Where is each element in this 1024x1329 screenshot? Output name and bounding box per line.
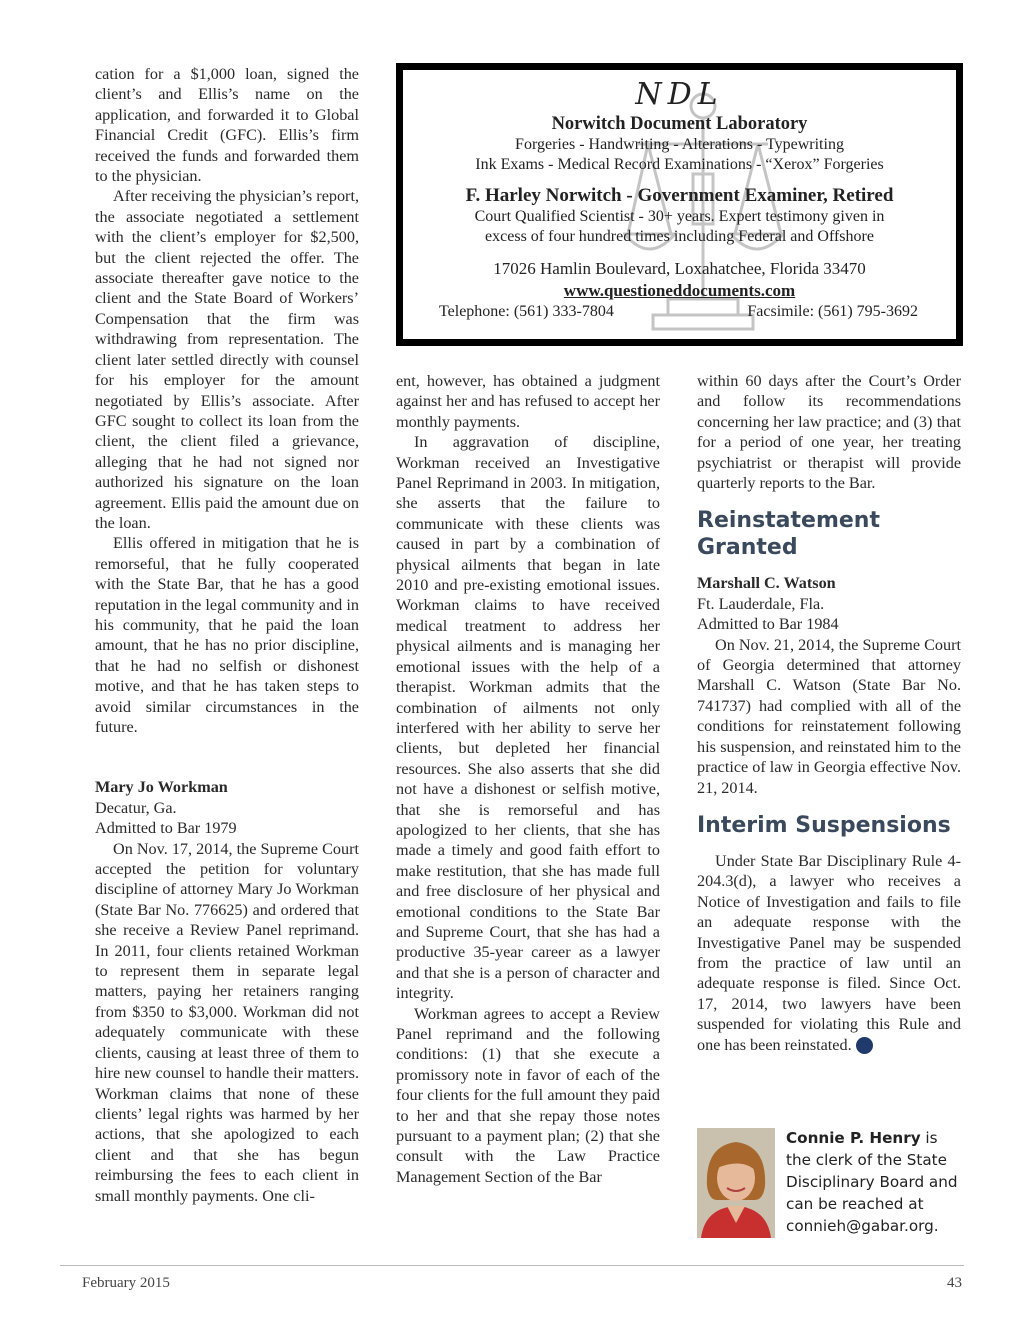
attorney-city: Ft. Lauderdale, Fla. <box>697 594 825 613</box>
ad-credentials: excess of four hundred times including Federal and Offshore <box>485 228 874 245</box>
attorney-admitted: Admitted to Bar 1979 <box>95 819 237 838</box>
paragraph: Workman agrees to accept a Review Panel reprimand and the following conditions: (1) that she execute a promissory note in favor of each of the four clients for the full amount they paid to her and that she repay those notes pursuant to a payment plan; (2) that she consult with the Law Practice Management Section of the Bar <box>396 1004 660 1186</box>
paragraph: cation for a $1,000 loan, signed the client’s and Ellis’s name on the application, and forwarded it to Global Financial Credit (GFC). Ellis’s firm received the funds and forwarded them to the physician. <box>95 65 359 186</box>
paragraph: ent, however, has obtained a judgment against her and has refused to accept her monthly payments. <box>396 372 660 431</box>
attorney-name: Marshall C. Watson <box>697 574 836 593</box>
attorney-city: Decatur, Ga. <box>95 798 177 817</box>
ad-examiner: F. Harley Norwitch - Government Examiner, Retired <box>465 185 894 206</box>
ad-credentials: Court Qualified Scientist - 30+ years. Expert testimony given in <box>474 208 885 225</box>
paragraph: On Nov. 21, 2014, the Supreme Court of Georgia determined that attorney Marshall C. Watson (State Bar No. 741737) had complied with all of the conditions for reinstatement following his suspension, and reinstated him to the practice of law in Georgia effective Nov. 21, 2014. <box>697 635 961 797</box>
column-1 <box>95 64 359 1206</box>
bio-text: . <box>933 1217 939 1235</box>
ndl-logo: NDL <box>635 77 724 112</box>
author-name: Connie P. Henry <box>786 1129 921 1147</box>
bio-text: is the clerk of the State Disciplinary Board and can be reached at <box>786 1129 958 1213</box>
attorney-name: Mary Jo Workman <box>95 778 228 797</box>
paragraph: within 60 days after the Court’s Order and follow its recommendations concerning her law practice; and (3) that for a period of one year, her treating psychiatrist or therapist will provide quarterly reports to the Bar. <box>697 372 961 493</box>
gbj-end-mark-icon: GBJ <box>856 1037 873 1054</box>
ad-telephone: Telephone: (561) 333-7804 <box>439 303 614 320</box>
portrait-icon <box>697 1128 775 1238</box>
ndl-advertisement <box>396 63 963 346</box>
section-heading: Interim Suspensions <box>697 812 951 838</box>
ad-website-link[interactable]: www.questioneddocuments.com <box>563 281 796 300</box>
paragraph: Ellis offered in mitigation that he is remorseful, that he fully cooperated with the State Bar, that he has a good reputation in the legal community and in his community, that he paid the loan amount, that he has no prior discipline, that he had no selfish or dishonest motive, and that he has taken steps to avoid similar circumstances in the future. <box>95 534 359 736</box>
ad-services: Ink Exams - Medical Record Examinations - “Xerox” Forgeries <box>475 156 884 173</box>
paragraph: After receiving the physician’s report, the associate negotiated a settlement with the client’s employer for $2,500, but the client rejected the offer. The associate thereafter gave notice to the client and the State Board of Workers’ Compensation that the firm was withdrawing from representation. The client later settled directly with counsel for his employer for the amount negotiated by Ellis’s associate. After GFC sought to collect its loan from the client, the client filed a grievance, alleging that he had not signed nor authorized his signature on the loan agreement. Ellis paid the amount due on the loan. <box>95 187 359 532</box>
ad-address: 17026 Hamlin Boulevard, Loxahatchee, Florida 33470 <box>493 259 866 278</box>
page-number: 43 <box>947 1275 962 1291</box>
paragraph <box>697 851 961 1055</box>
column-2 <box>396 371 660 1187</box>
ad-company-name: Norwitch Document Laboratory <box>551 114 808 134</box>
attorney-admitted: Admitted to Bar 1984 <box>697 615 839 634</box>
author-bio <box>786 1127 966 1237</box>
paragraph: On Nov. 17, 2014, the Supreme Court accepted the petition for voluntary discipline of attorney Mary Jo Workman (State Bar No. 776625) and ordered that she receive a Review Panel reprimand. In 2011, four clients retained Workman to represent them in separate legal matters, paying her retainers ranging from $350 to $3,000. Workman did not adequately communicate with these clients, causing at least three of them to hire new counsel to handle their matters. Workman claims that none of these clients’ legal rights was harmed by her actions, that she apologized to each client and that she has begun reimbursing the fees to each client in small monthly payments. One cli- <box>95 839 359 1205</box>
footer-divider <box>60 1265 964 1266</box>
ad-phones <box>403 303 956 321</box>
author-photo <box>697 1128 775 1238</box>
footer-date: February 2015 <box>82 1275 170 1291</box>
ad-facsimile: Facsimile: (561) 795-3692 <box>747 303 918 320</box>
column-3 <box>697 371 961 1055</box>
author-email-link[interactable]: connieh@gabar.org <box>786 1217 934 1235</box>
paragraph-text: Under State Bar Disciplinary Rule 4-204.3(d), a lawyer who receives a Notice of Investigation and fails to file an adequate response with the Investigative Panel may be suspended from the practice of law until an adequate response is filed. Since Oct. 17, 2014, two lawyers have been suspended for violating this Rule and one has been reinstated. <box>697 851 961 1054</box>
section-heading: Reinstatement Granted <box>697 508 880 561</box>
paragraph: In aggravation of discipline, Workman received an Investigative Panel Reprimand in 2003. In mitigation, she asserts that the failure to communicate with these clients was caused in part by a combination of physical ailments that began in late 2010 and pre-existing emotional issues. Workman claims to have received medical treatment to address her physical ailments and is managing her emotional issues with the help of a therapist. Workman admits that the combination of ailments not only interfered with her ability to serve her clients, but depleted her financial resources. She also asserts that she did not have a dishonest or selfish motive, that she is remorseful and has apologized to her clients, that she has made a timely and good faith effort to make restitution, that she has made full and free disclosure of her physical and emotional conditions to the State Bar and Supreme Court, that she has had a productive 35-year career as a lawyer and that she is a person of character and integrity. <box>396 433 660 1003</box>
ad-services: Forgeries - Handwriting - Alterations - Typewriting <box>515 136 844 153</box>
